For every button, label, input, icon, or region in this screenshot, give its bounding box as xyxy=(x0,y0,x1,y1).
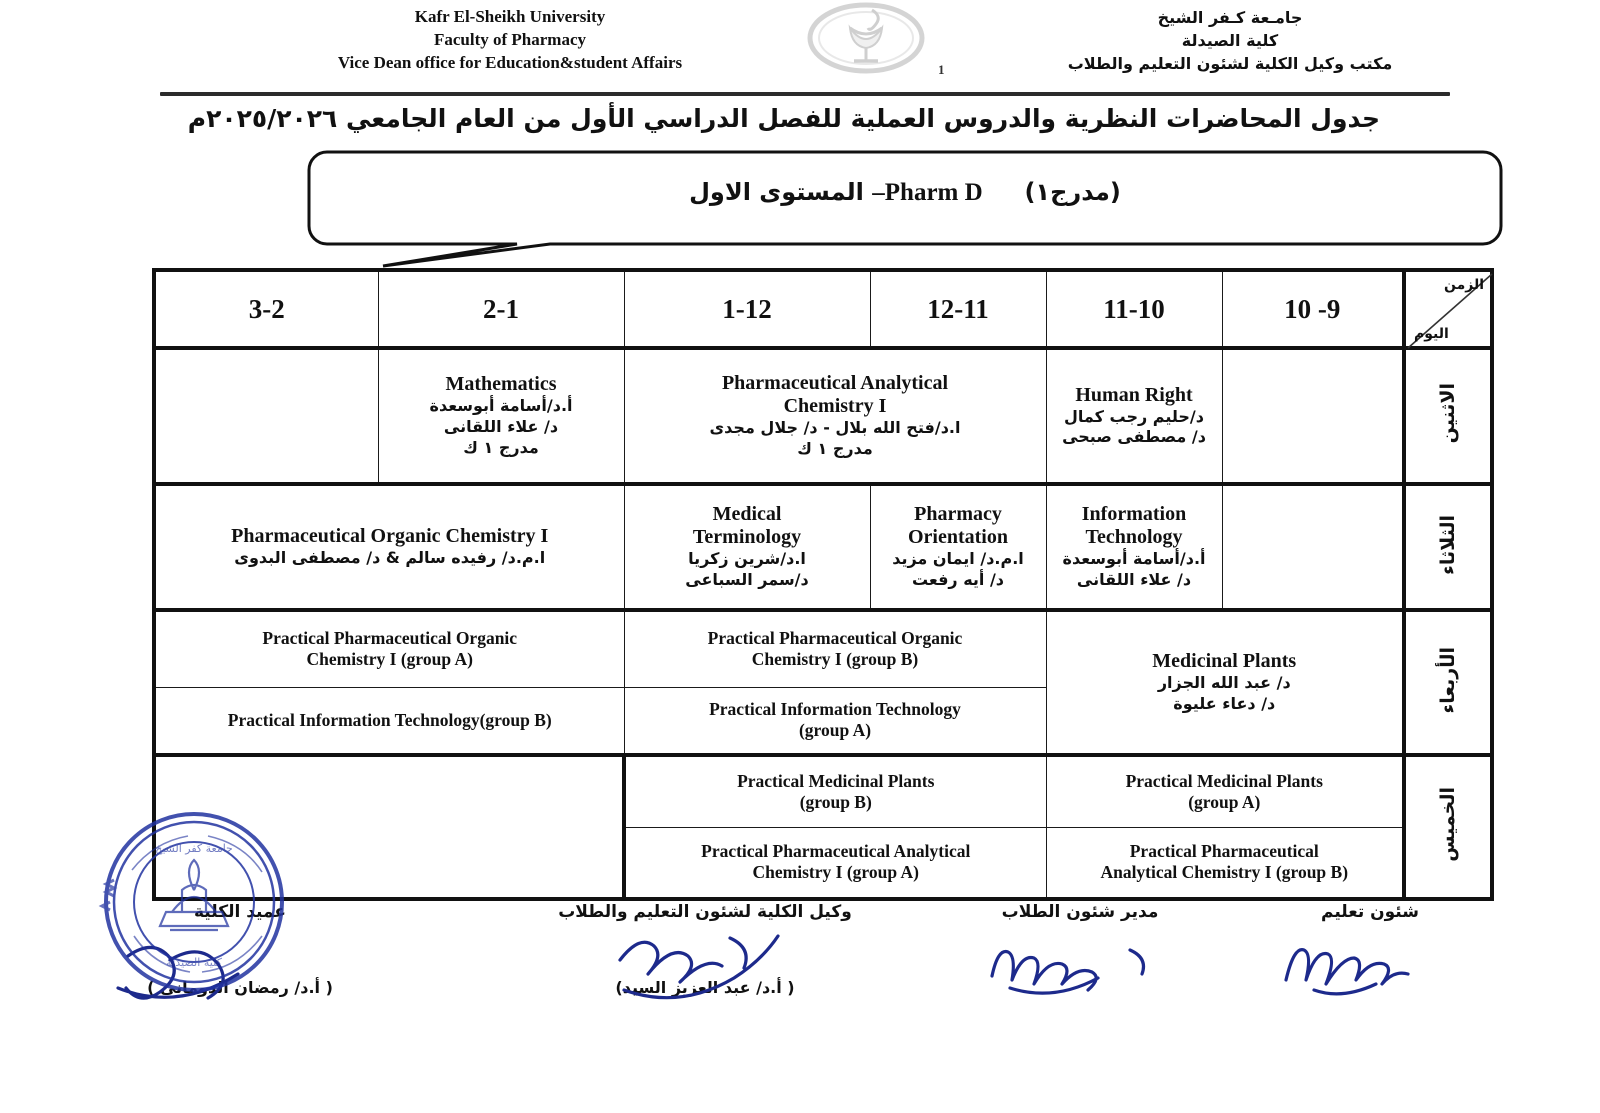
thursday-practical-analytical-group-b-cell xyxy=(1046,827,1404,899)
wednesday-practical-it-group-b-cell xyxy=(154,687,624,755)
course-title-cont: Chemistry I (group A) xyxy=(306,649,473,670)
wednesday-practical-it-group-a-cell xyxy=(624,687,1046,755)
staff-name: د/ مصطفى صبحى xyxy=(1062,427,1206,447)
course-title: Practical Pharmaceutical Organic xyxy=(262,628,518,649)
monday-human-right-cell xyxy=(1046,348,1222,484)
corner-day-label: اليوم xyxy=(1414,326,1449,342)
venue: مدرج ١ ك xyxy=(797,438,873,458)
time-slot-10-9: 10 -9 xyxy=(1222,270,1404,348)
course-title-cont: Orientation xyxy=(908,526,1008,549)
day-name: الخميس xyxy=(1437,787,1459,862)
table-row xyxy=(154,610,1492,687)
callout-shape xyxy=(305,148,1505,268)
staff-name: ا.م.د/ ايمان مزيد xyxy=(892,549,1024,568)
callout-label xyxy=(305,178,1505,207)
course-title: Medicinal Plants xyxy=(1152,650,1297,673)
table-row xyxy=(154,348,1492,484)
staff-name: أ.د/أسامة أبوسعدة xyxy=(1062,549,1206,568)
header-office-ar: مكتب وكيل الكلية لشئون التعليم والطلاب xyxy=(1067,54,1393,74)
course-title: Practical Medicinal Plants xyxy=(737,770,935,791)
header-english-block xyxy=(200,6,820,75)
tuesday-medical-terminology-cell xyxy=(624,484,870,610)
header-faculty-ar: كلية الصيدلة xyxy=(1181,31,1279,51)
document-header xyxy=(0,0,1600,90)
signature-role: وكيل الكلية لشئون التعليم والطلاب xyxy=(558,902,852,922)
signature-role: عميد الكلية xyxy=(194,902,286,922)
header-faculty-en: Faculty of Pharmacy xyxy=(433,29,587,49)
staff-name: د/ علاء اللقانى xyxy=(443,417,559,436)
staff-name: أ.د/أسامة أبوسعدة xyxy=(429,396,573,416)
course-title: Practical Information Technology(group B) xyxy=(227,709,552,730)
callout-dash: – xyxy=(872,179,885,206)
course-title: Mathematics xyxy=(445,373,557,396)
thursday-practical-analytical-group-a-cell xyxy=(624,827,1046,899)
faculty-of-pharmacy-official-stamp xyxy=(98,806,298,1016)
signature-role: شئون تعليم xyxy=(1321,902,1419,922)
course-title: Pharmaceutical Organic Chemistry I xyxy=(231,525,549,548)
course-title-cont: (group A) xyxy=(1188,791,1261,812)
svg-text:جامعة كفر الشيخ: جامعة كفر الشيخ xyxy=(155,842,233,855)
day-name: الثلاثاء xyxy=(1437,514,1459,575)
thursday-practical-plants-group-b-cell xyxy=(624,755,1046,827)
signature-block-vice-dean xyxy=(530,902,880,997)
monday-analytical-chemistry-cell xyxy=(624,348,1046,484)
page-title: جدول المحاضرات النظرية والدروس العملية للفصل الدراسي الأول من العام الجامعي ٢٠٢٥/٢٠٢٦م xyxy=(187,104,1380,133)
course-title: Practical Pharmaceutical Analytical xyxy=(701,841,971,862)
day-label-wednesday xyxy=(1404,610,1492,755)
background-ghost-text xyxy=(330,756,650,816)
staff-name: د/حليم رجب كمال xyxy=(1064,406,1204,426)
tuesday-slot-10-9-empty xyxy=(1222,484,1404,610)
day-label-thursday xyxy=(1404,755,1492,899)
handwritten-signature xyxy=(1270,926,1470,998)
level-callout-banner xyxy=(305,148,1505,268)
signature-block-education-affairs xyxy=(1250,902,1490,978)
course-title: Information xyxy=(1081,503,1187,526)
staff-name: د/ عبد الله الجزار xyxy=(1157,673,1291,693)
course-title: Pharmacy xyxy=(914,503,1002,526)
header-university-en: Kafr El-Sheikh University xyxy=(414,7,606,26)
header-office-en: Vice Dean office for Education&student Affairs xyxy=(337,52,683,72)
staff-name: د/ علاء اللقانى xyxy=(1076,569,1192,589)
wednesday-medicinal-plants-cell xyxy=(1046,610,1404,755)
corner-time-day-header xyxy=(1404,270,1492,348)
time-slot-12-11: 12-11 xyxy=(870,270,1046,348)
page-number: 1 xyxy=(938,62,945,77)
venue: مدرج ١ ك xyxy=(463,437,539,457)
time-slot-11-10: 11-10 xyxy=(1046,270,1222,348)
signature-name: ( أ.د/ عبد العزيز السيد) xyxy=(615,978,795,997)
time-slot-2-1: 2-1 xyxy=(378,270,624,348)
course-title-cont: (group A) xyxy=(798,720,872,741)
staff-name: د/ دعاء عليوة xyxy=(1173,693,1276,713)
course-title: Human Right xyxy=(1075,383,1193,406)
callout-level: المستوى الاول xyxy=(689,178,864,206)
staff-name: د/ أيه رفعت xyxy=(911,569,1005,589)
course-title: Practical Information Technology xyxy=(709,699,961,720)
handwritten-signature xyxy=(980,928,1190,998)
callout-hall: (مدرج١) xyxy=(1024,178,1121,206)
header-arabic-block xyxy=(1010,6,1450,76)
wednesday-practical-organic-group-a-cell xyxy=(154,610,624,687)
signature-role: مدير شئون الطلاب xyxy=(1001,902,1159,922)
table-header-row xyxy=(154,270,1492,348)
course-title-cont: Terminology xyxy=(692,526,802,549)
monday-slot-3-2-empty xyxy=(154,348,378,484)
thursday-practical-plants-group-a-cell xyxy=(1046,755,1404,827)
corner-time-label: الزمن xyxy=(1443,277,1484,293)
course-title-cont: Chemistry I (group B) xyxy=(751,649,919,670)
wednesday-practical-organic-group-b-cell xyxy=(624,610,1046,687)
staff-name: ا.د/فتح الله بلال - د/ جلال مجدى xyxy=(709,418,961,437)
staff-name: ا.د/شرين زكريا xyxy=(688,549,806,568)
staff-name: د/سمر السباعى xyxy=(685,569,809,589)
table-row xyxy=(154,484,1492,610)
course-title-cont: (group B) xyxy=(799,791,872,812)
day-label-monday xyxy=(1404,348,1492,484)
course-title: Practical Pharmaceutical xyxy=(1129,841,1319,862)
callout-program: Pharm D xyxy=(884,179,983,206)
time-slot-3-2: 3-2 xyxy=(154,270,378,348)
time-slot-1-12: 1-12 xyxy=(624,270,870,348)
header-divider xyxy=(160,92,1450,96)
pharmacy-bowl-of-hygieia-logo xyxy=(806,2,926,74)
tuesday-organic-chemistry-cell xyxy=(154,484,624,610)
course-title: Practical Pharmaceutical Organic xyxy=(707,628,963,649)
course-title: Medical xyxy=(712,503,782,526)
header-university-ar: جامـعة كـفر الشيخ xyxy=(1157,8,1303,27)
tuesday-pharmacy-orientation-cell xyxy=(870,484,1046,610)
course-title: Pharmaceutical Analytical xyxy=(721,372,949,395)
course-title-cont: Analytical Chemistry I (group B) xyxy=(1100,862,1349,883)
tuesday-information-technology-cell xyxy=(1046,484,1222,610)
course-title-cont: Chemistry I xyxy=(783,395,887,418)
course-title-cont: Chemistry I (group A) xyxy=(752,862,919,883)
monday-slot-10-9-empty xyxy=(1222,348,1404,484)
course-title: Practical Medicinal Plants xyxy=(1125,770,1323,791)
signature-block-student-affairs-director xyxy=(950,902,1210,978)
day-label-tuesday xyxy=(1404,484,1492,610)
monday-mathematics-cell xyxy=(378,348,624,484)
svg-text:كلية الصيدلة: كلية الصيدلة xyxy=(166,956,222,969)
staff-name: ا.م.د/ رفيده سالم & د/ مصطفى البدوى xyxy=(234,548,546,567)
day-name: الاثنين xyxy=(1437,383,1459,444)
signature-name: ( أ.د/ رمضان الدومانى ) xyxy=(147,978,333,997)
day-name: الأربعاء xyxy=(1437,646,1459,714)
course-title-cont: Technology xyxy=(1085,526,1183,549)
